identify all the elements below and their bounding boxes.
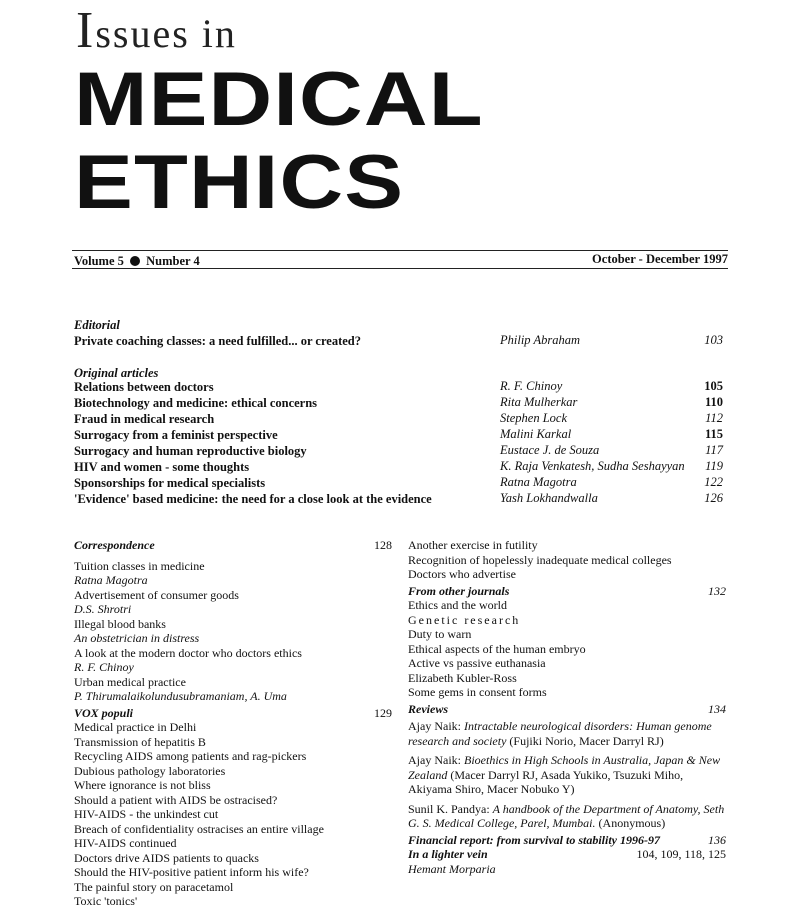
article-author: Malini Karkal xyxy=(500,427,572,441)
masthead-rule-top xyxy=(72,250,728,251)
other-journals-heading-label: From other journals xyxy=(408,583,510,598)
review-title: Intractable neurological disorders: Human genome xyxy=(464,719,712,733)
list-item[interactable]: Doctors drive AIDS patients to quacks xyxy=(74,850,259,865)
article-title[interactable]: 'Evidence' based medicine: the need for a close look at the evidence xyxy=(74,492,432,506)
article-page: 115 xyxy=(704,427,723,441)
other-journals-heading xyxy=(408,584,728,599)
list-item[interactable]: Recycling AIDS among patients and rag-pickers xyxy=(74,749,307,763)
masthead-ethics: ETHICS xyxy=(74,140,405,225)
review-author: Ajay Naik: xyxy=(408,719,461,733)
review-reviewers: (Fujiki Norio, Macer Darryl RJ) xyxy=(509,733,664,748)
article-title[interactable]: Surrogacy from a feminist perspective xyxy=(74,428,278,442)
masthead-medical: MEDICAL xyxy=(74,57,484,142)
editorial-page: 103 xyxy=(704,333,723,347)
review-reviewers: Akiyama Shiro, Macer Nobuko Y) xyxy=(408,782,575,796)
article-page: 112 xyxy=(705,411,723,425)
list-item[interactable]: Dubious pathology laboratories xyxy=(74,763,226,778)
masthead-rule-bottom xyxy=(72,268,728,269)
list-item[interactable]: Toxic 'tonics' xyxy=(74,894,138,908)
list-item[interactable]: Doctors who advertise xyxy=(408,567,516,581)
bullet-dot-icon xyxy=(130,256,140,266)
review-author: Ajay Naik: xyxy=(408,753,461,767)
list-item[interactable]: Another exercise in futility xyxy=(408,538,538,552)
financial-report-page: 136 xyxy=(708,832,726,847)
vox-populi-heading-label: VOX populi xyxy=(74,705,134,720)
list-item-author: Ratna Magotra xyxy=(74,573,148,587)
list-item[interactable]: Transmission of hepatitis B xyxy=(74,734,206,749)
list-item[interactable]: A look at the modern doctor who doctors ethics xyxy=(74,645,302,660)
article-author: Stephen Lock xyxy=(500,411,567,425)
volume-number xyxy=(74,254,200,269)
list-item[interactable]: Where ignorance is not bliss xyxy=(74,778,211,792)
list-item[interactable]: Ethics and the world xyxy=(408,598,507,612)
article-author: Yash Lokhandwalla xyxy=(500,491,598,505)
review-entry-2-l1[interactable] xyxy=(408,753,728,768)
other-journals-list xyxy=(408,598,728,700)
list-item[interactable]: Medical practice in Delhi xyxy=(74,720,197,734)
number: Number 4 xyxy=(146,254,200,268)
article-author: Ratna Magotra xyxy=(500,475,577,489)
list-item[interactable]: Duty to warn xyxy=(408,627,472,641)
masthead-issues-in xyxy=(76,2,237,59)
reviews-page: 134 xyxy=(708,701,726,716)
editorial-heading: Editorial xyxy=(74,318,120,332)
review-title: G. S. Medical College, Parel, Mumbai. xyxy=(408,816,596,830)
review-entry-2-l3 xyxy=(408,782,728,797)
list-item[interactable]: Should a patient with AIDS be ostracised? xyxy=(74,792,278,807)
article-author: Eustace J. de Souza xyxy=(500,443,600,457)
article-page: 126 xyxy=(704,491,723,505)
right-column xyxy=(408,538,728,876)
article-page: 105 xyxy=(704,379,723,393)
list-item[interactable]: HIV-AIDS - the unkindest cut xyxy=(74,807,219,821)
left-column xyxy=(74,538,392,909)
lighter-vein-title: In a lighter vein xyxy=(408,847,488,861)
list-item-author: P. Thirumalaikolundusubramaniam, A. Uma xyxy=(74,689,287,703)
article-title[interactable]: Surrogacy and human reproductive biology xyxy=(74,444,307,458)
list-item[interactable]: HIV-AIDS continued xyxy=(74,836,177,850)
vox-populi-page: 129 xyxy=(374,705,392,720)
issue-date: October - December 1997 xyxy=(592,252,728,266)
review-entry-1-l1[interactable] xyxy=(408,719,728,734)
list-item[interactable]: Urban medical practice xyxy=(74,674,186,689)
financial-report-title: Financial report: from survival to stability 1996-97 xyxy=(408,832,661,847)
article-page: 119 xyxy=(705,459,723,473)
correspondence-page: 128 xyxy=(374,538,392,552)
review-entry-2-l2[interactable] xyxy=(408,768,728,783)
list-item[interactable]: Advertisement of consumer goods xyxy=(74,587,239,602)
volume: Volume 5 xyxy=(74,254,124,268)
article-title[interactable]: HIV and women - some thoughts xyxy=(74,460,250,474)
list-item[interactable]: Should the HIV-positive patient inform his wife? xyxy=(74,865,309,879)
review-author: Sunil K. Pandya: xyxy=(408,801,490,816)
correspondence-heading-label: Correspondence xyxy=(74,538,155,552)
lighter-vein-pages: 104, 109, 118, 125 xyxy=(636,847,726,861)
article-title[interactable]: Sponsorships for medical specialists xyxy=(74,476,266,490)
lighter-vein[interactable] xyxy=(408,847,728,862)
list-item[interactable]: Recognition of hopelessly inadequate medical colleges xyxy=(408,552,672,567)
article-title[interactable]: Fraud in medical research xyxy=(74,412,215,426)
reviews-heading xyxy=(408,702,728,717)
list-item[interactable]: Elizabeth Kubler-Ross xyxy=(408,670,517,685)
article-author: R. F. Chinoy xyxy=(500,379,563,393)
list-item[interactable]: Some gems in consent forms xyxy=(408,685,547,699)
masthead-issues-rest: ssues in xyxy=(95,11,237,56)
article-author: Rita Mulherkar xyxy=(500,395,578,409)
list-item[interactable]: Genetic research xyxy=(408,612,521,627)
review-reviewers: (Anonymous) xyxy=(598,816,666,830)
vox-populi-heading xyxy=(74,706,392,721)
original-articles-heading: Original articles xyxy=(74,366,159,380)
list-item-author: D.S. Shrotri xyxy=(74,602,132,616)
other-journals-page: 132 xyxy=(708,583,726,598)
review-title: Bioethics in High Schools in Australia, Japan & New xyxy=(464,753,721,767)
article-title[interactable]: Relations between doctors xyxy=(74,380,214,394)
list-item-author: R. F. Chinoy xyxy=(74,660,134,674)
review-title: A handbook of the Department of Anatomy, Seth xyxy=(492,801,725,816)
list-item[interactable]: Illegal blood banks xyxy=(74,616,166,631)
reviews-heading-label: Reviews xyxy=(408,701,448,716)
list-item[interactable]: Tuition classes in medicine xyxy=(74,558,205,573)
editorial-title[interactable]: Private coaching classes: a need fulfilled... or created? xyxy=(74,334,361,348)
vox-populi-list xyxy=(74,720,392,909)
article-page: 117 xyxy=(705,443,723,457)
lighter-vein-author: Hemant Morparia xyxy=(408,861,496,876)
financial-report[interactable] xyxy=(408,833,728,848)
review-reviewers: (Macer Darryl RJ, Asada Yukiko, Tsuzuki Miho, xyxy=(450,767,684,782)
masthead-initial: I xyxy=(76,2,96,59)
list-item[interactable]: Active vs passive euthanasia xyxy=(408,656,546,670)
review-entry-3-l1[interactable] xyxy=(408,802,728,817)
editorial-author: Philip Abraham xyxy=(500,333,580,347)
article-author: K. Raja Venkatesh, Sudha Seshayyan xyxy=(500,459,685,473)
list-item[interactable]: Ethical aspects of the human embryo xyxy=(408,641,586,656)
review-title: Zealand xyxy=(408,767,448,782)
list-item[interactable]: An obstetrician in distress xyxy=(74,631,200,645)
article-page: 122 xyxy=(704,475,723,489)
review-entry-3-l2[interactable] xyxy=(408,816,728,831)
review-title: research and society xyxy=(408,733,507,748)
list-item[interactable]: Breach of confidentiality ostracises an entire village xyxy=(74,821,324,836)
article-page: 110 xyxy=(704,395,723,409)
correspondence-heading xyxy=(74,538,392,553)
review-entry-1-l2[interactable] xyxy=(408,734,728,749)
article-title[interactable]: Biotechnology and medicine: ethical concerns xyxy=(74,396,318,410)
list-item[interactable]: The painful story on paracetamol xyxy=(74,879,234,894)
